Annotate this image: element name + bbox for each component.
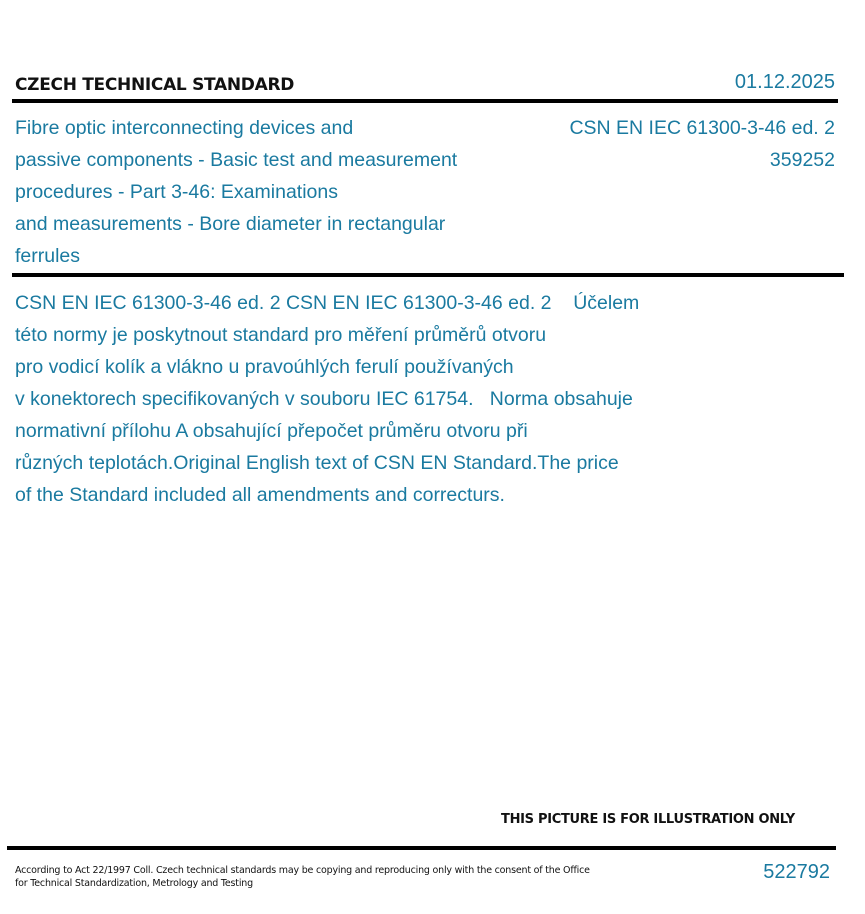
description-line: různých teplotách.Original English text of CSN EN Standard.The price: [15, 452, 619, 474]
illustration-note: THIS PICTURE IS FOR ILLUSTRATION ONLY: [501, 812, 795, 827]
top-divider: [12, 99, 838, 103]
standard-identifier: [569, 112, 835, 176]
description-line: of the Standard included all amendments and correcturs.: [15, 484, 505, 506]
title-divider: [12, 273, 844, 277]
description-line: v konektorech specifikovaných v souboru IEC 61754. Norma obsahuje: [15, 388, 633, 410]
description-line: CSN EN IEC 61300-3-46 ed. 2 CSN EN IEC 61300-3-46 ed. 2 Účelem: [15, 292, 640, 314]
description-line: pro vodicí kolík a vlákno u pravoúhlých ferulí používaných: [15, 356, 514, 378]
standard-description: [15, 287, 735, 511]
title-line: passive components - Basic test and measurement: [15, 149, 458, 171]
title-line: procedures - Part 3-46: Examinations: [15, 181, 338, 203]
title-line: Fibre optic interconnecting devices and: [15, 117, 354, 139]
standard-title: [15, 112, 535, 272]
publication-date: 01.12.2025: [734, 71, 835, 93]
description-line: této normy je poskytnout standard pro měření průměrů otvoru: [15, 324, 547, 346]
document-type-label: CZECH TECHNICAL STANDARD: [15, 75, 295, 95]
description-line: normativní přílohu A obsahující přepočet průměru otvoru při: [15, 420, 528, 442]
title-line: and measurements - Bore diameter in rectangular: [15, 213, 446, 235]
title-line: ferrules: [15, 245, 81, 267]
catalog-number: 359252: [769, 149, 835, 171]
document-id: 522792: [763, 861, 830, 883]
legal-notice: [15, 864, 595, 890]
legal-line: for Technical Standardization, Metrology and Testing: [15, 878, 253, 889]
legal-line: According to Act 22/1997 Coll. Czech technical standards may be copying and reproducing only with the consent of the Office: [15, 865, 590, 876]
footer-divider: [7, 846, 836, 850]
standard-code: CSN EN IEC 61300-3-46 ed. 2: [569, 117, 835, 139]
